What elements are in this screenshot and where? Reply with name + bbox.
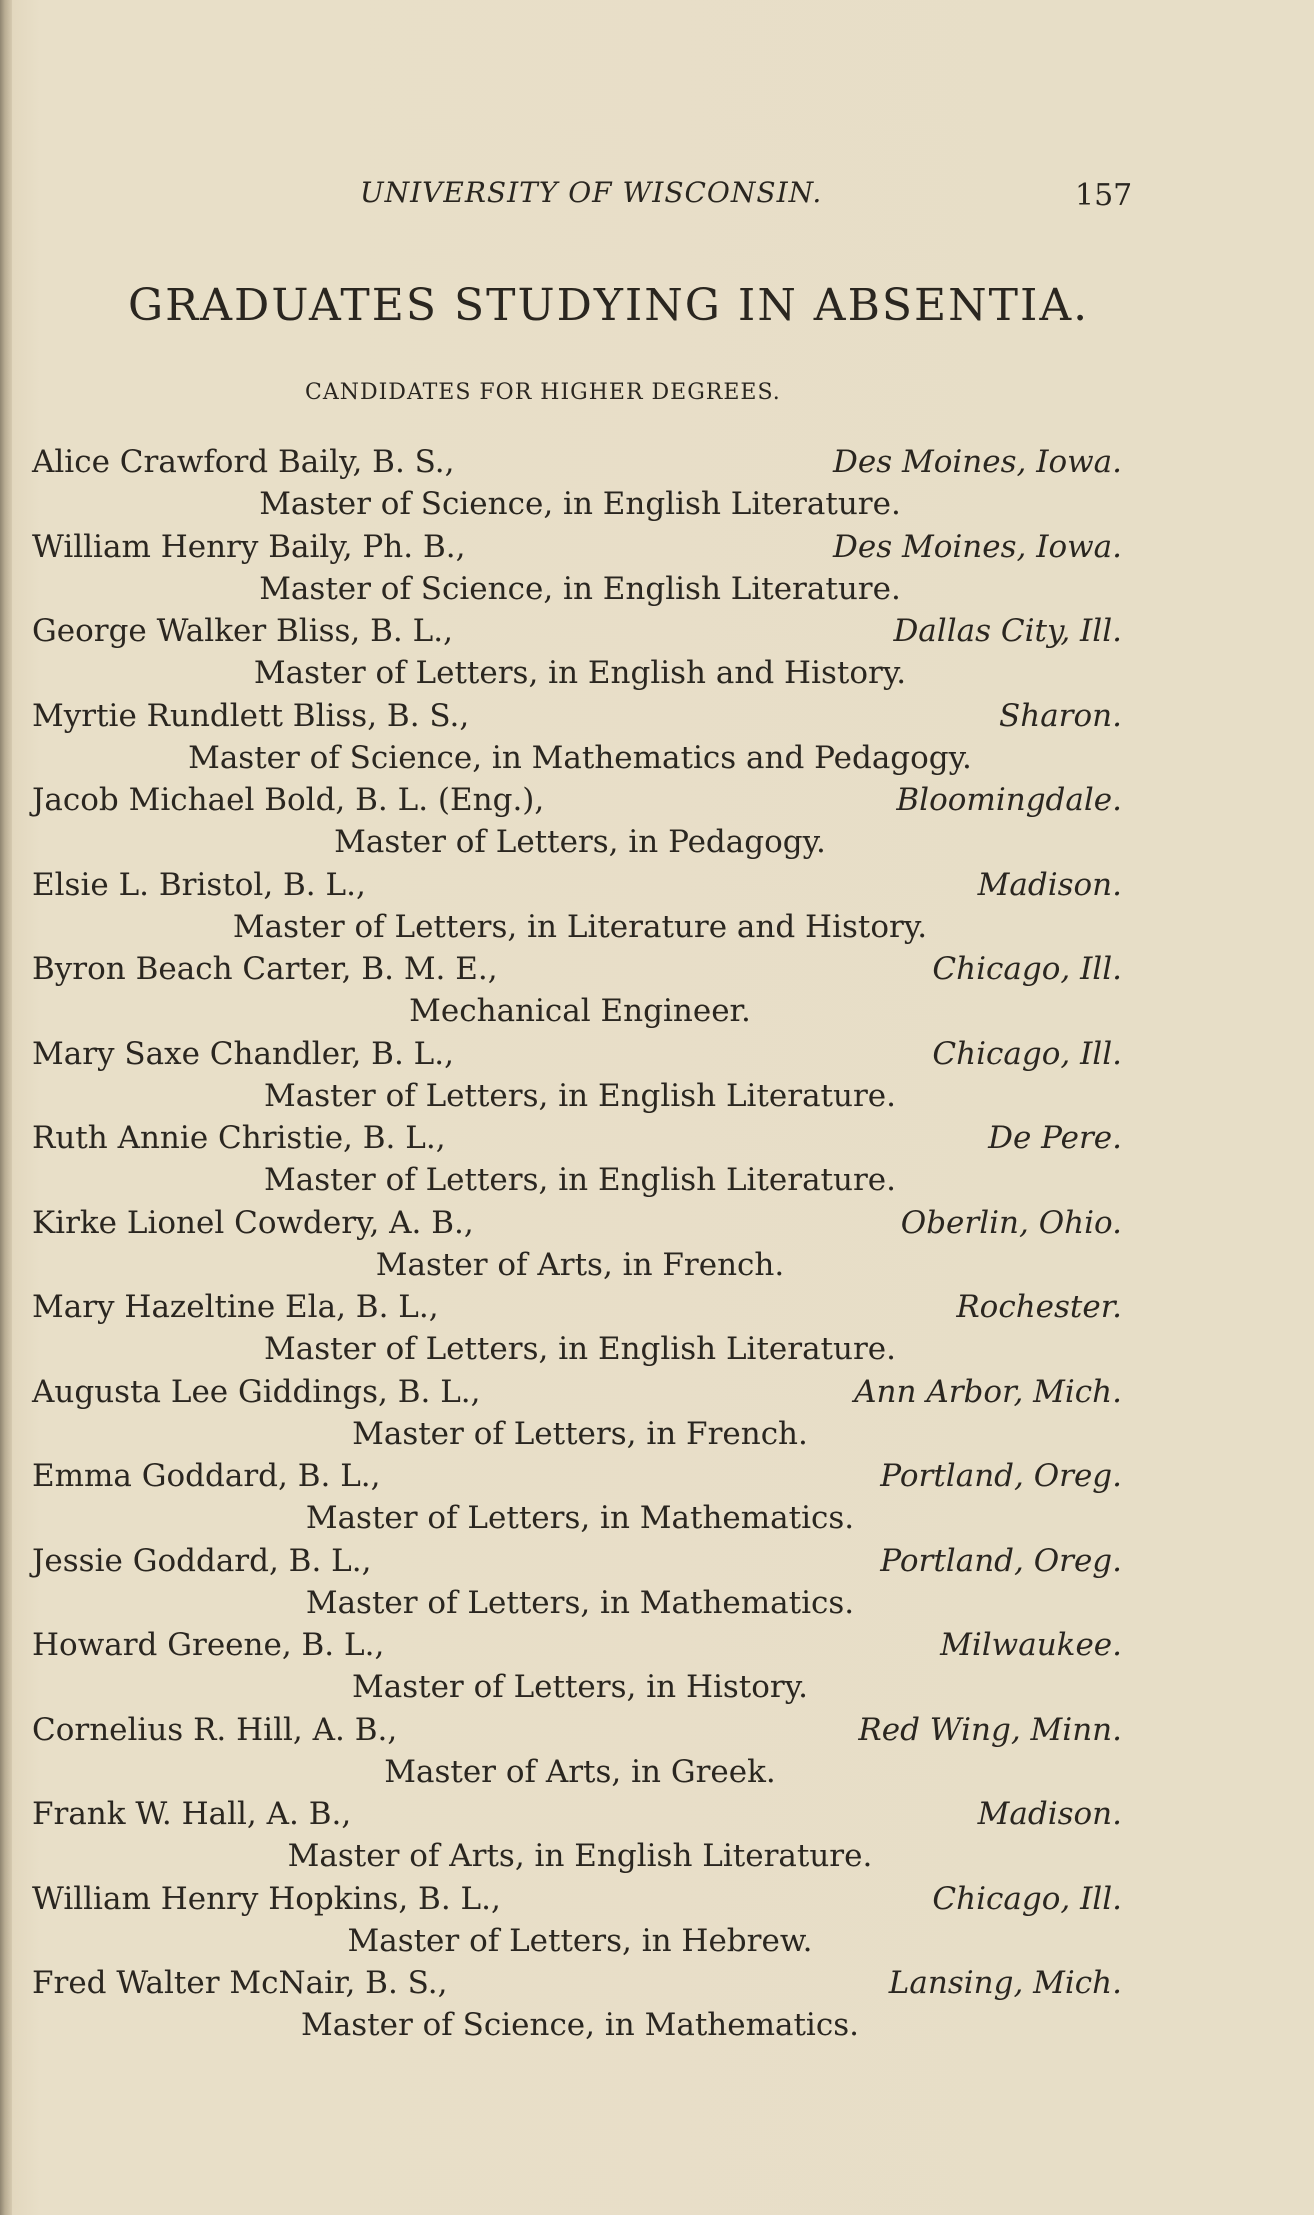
graduate-residence: Lansing, Mich. — [888, 1965, 1122, 2001]
graduate-name: Jessie Goddard, B. L., — [32, 1542, 372, 1579]
graduate-entry — [0, 1627, 1314, 1712]
running-head: UNIVERSITY OF WISCONSIN. — [360, 176, 823, 209]
degree-sought: Master of Science, in Mathematics and Pedagogy. — [188, 739, 972, 776]
graduate-name: Jacob Michael Bold, B. L. (Eng.), — [32, 782, 545, 818]
graduate-name: Alice Crawford Baily, B. S., — [32, 444, 455, 480]
graduate-name: Howard Greene, B. L., — [32, 1627, 385, 1663]
graduate-entry — [0, 529, 1314, 614]
graduate-name: Mary Saxe Chandler, B. L., — [32, 1035, 454, 1072]
graduate-residence: Sharon. — [999, 697, 1122, 734]
degree-sought: Master of Arts, in French. — [375, 1246, 785, 1283]
degree-sought: Master of Letters, in French. — [352, 1415, 808, 1452]
graduate-residence: Des Moines, Iowa. — [833, 528, 1122, 565]
graduate-residence: Dallas City, Ill. — [893, 613, 1122, 649]
degree-sought: Master of Science, in English Literature. — [259, 486, 901, 522]
graduate-residence: Rochester. — [956, 1289, 1122, 1325]
graduate-name: William Henry Baily, Ph. B., — [32, 528, 466, 565]
graduate-residence: Red Wing, Minn. — [858, 1711, 1122, 1748]
graduate-name: William Henry Hopkins, B. L., — [32, 1880, 501, 1917]
graduate-name: Cornelius R. Hill, A. B., — [32, 1711, 398, 1748]
degree-sought: Master of Letters, in Mathematics. — [305, 1500, 855, 1536]
graduate-residence: Portland, Oreg. — [880, 1458, 1122, 1494]
graduate-residence: Portland, Oreg. — [880, 1542, 1122, 1579]
graduate-entry — [0, 782, 1314, 867]
degree-sought: Master of Letters, in Mathematics. — [305, 1584, 855, 1621]
graduate-entry — [0, 1458, 1314, 1543]
graduate-name: Fred Walter McNair, B. S., — [32, 1965, 448, 2001]
degree-sought: Master of Letters, in History. — [351, 1669, 808, 1705]
graduate-name: Mary Hazeltine Ela, B. L., — [32, 1289, 439, 1325]
degree-sought: Master of Science, in Mathematics. — [301, 2007, 859, 2043]
graduate-residence: Milwaukee. — [940, 1627, 1122, 1663]
degree-sought: Mechanical Engineer. — [409, 993, 751, 1029]
graduate-residence: Bloomingdale. — [896, 782, 1122, 818]
graduate-residence: Chicago, Ill. — [932, 1035, 1122, 1072]
degree-sought: Master of Letters, in English Literature. — [263, 1331, 896, 1367]
graduate-name: Kirke Lionel Cowdery, A. B., — [32, 1204, 474, 1241]
degree-sought: Master of Letters, in English Literature. — [263, 1077, 896, 1114]
graduate-residence: Chicago, Ill. — [932, 951, 1122, 987]
graduate-residence: Oberlin, Ohio. — [900, 1204, 1122, 1241]
graduate-entry — [0, 1036, 1314, 1121]
section-subtitle: CANDIDATES FOR HIGHER DEGREES. — [305, 380, 781, 405]
degree-sought: Master of Arts, in Greek. — [384, 1753, 776, 1790]
graduate-residence: Madison. — [977, 1796, 1122, 1832]
graduate-entry — [0, 1205, 1314, 1290]
graduate-entry — [0, 613, 1314, 698]
graduate-entry — [0, 1374, 1314, 1459]
graduate-name: Frank W. Hall, A. B., — [32, 1796, 352, 1832]
graduate-name: Emma Goddard, B. L., — [32, 1458, 381, 1494]
degree-sought: Master of Letters, in English and History. — [253, 655, 907, 691]
graduate-entry — [0, 1289, 1314, 1374]
graduate-entry — [0, 1796, 1314, 1881]
graduate-entry — [0, 1120, 1314, 1205]
graduate-entry — [0, 1965, 1314, 2050]
graduate-name: George Walker Bliss, B. L., — [32, 613, 453, 649]
graduate-name: Myrtie Rundlett Bliss, B. S., — [32, 697, 470, 734]
degree-sought: Master of Letters, in English Literature. — [263, 1162, 896, 1198]
graduate-name: Ruth Annie Christie, B. L., — [32, 1120, 446, 1156]
graduate-residence: De Pere. — [988, 1120, 1122, 1156]
degree-sought: Master of Letters, in Hebrew. — [347, 1922, 813, 1959]
graduate-residence: Madison. — [977, 866, 1122, 903]
graduate-entry — [0, 1881, 1314, 1966]
graduate-entry — [0, 444, 1314, 529]
graduate-residence: Ann Arbor, Mich. — [854, 1373, 1122, 1410]
graduate-list — [0, 444, 1314, 2050]
graduate-residence: Des Moines, Iowa. — [833, 444, 1122, 480]
graduate-entry — [0, 867, 1314, 952]
graduate-name: Elsie L. Bristol, B. L., — [32, 866, 366, 903]
degree-sought: Master of Letters, in Literature and History. — [232, 908, 928, 945]
degree-sought: Master of Arts, in English Literature. — [287, 1838, 873, 1874]
graduate-entry — [0, 1712, 1314, 1797]
graduate-name: Byron Beach Carter, B. M. E., — [32, 951, 498, 987]
section-title: GRADUATES STUDYING IN ABSENTIA. — [128, 280, 1090, 331]
page-number: 157 — [1075, 178, 1133, 213]
graduate-name: Augusta Lee Giddings, B. L., — [32, 1373, 481, 1410]
graduate-residence: Chicago, Ill. — [932, 1880, 1122, 1917]
degree-sought: Master of Science, in English Literature. — [259, 570, 901, 607]
graduate-entry — [0, 1543, 1314, 1628]
graduate-entry — [0, 698, 1314, 783]
graduate-entry — [0, 951, 1314, 1036]
degree-sought: Master of Letters, in Pedagogy. — [334, 824, 826, 860]
